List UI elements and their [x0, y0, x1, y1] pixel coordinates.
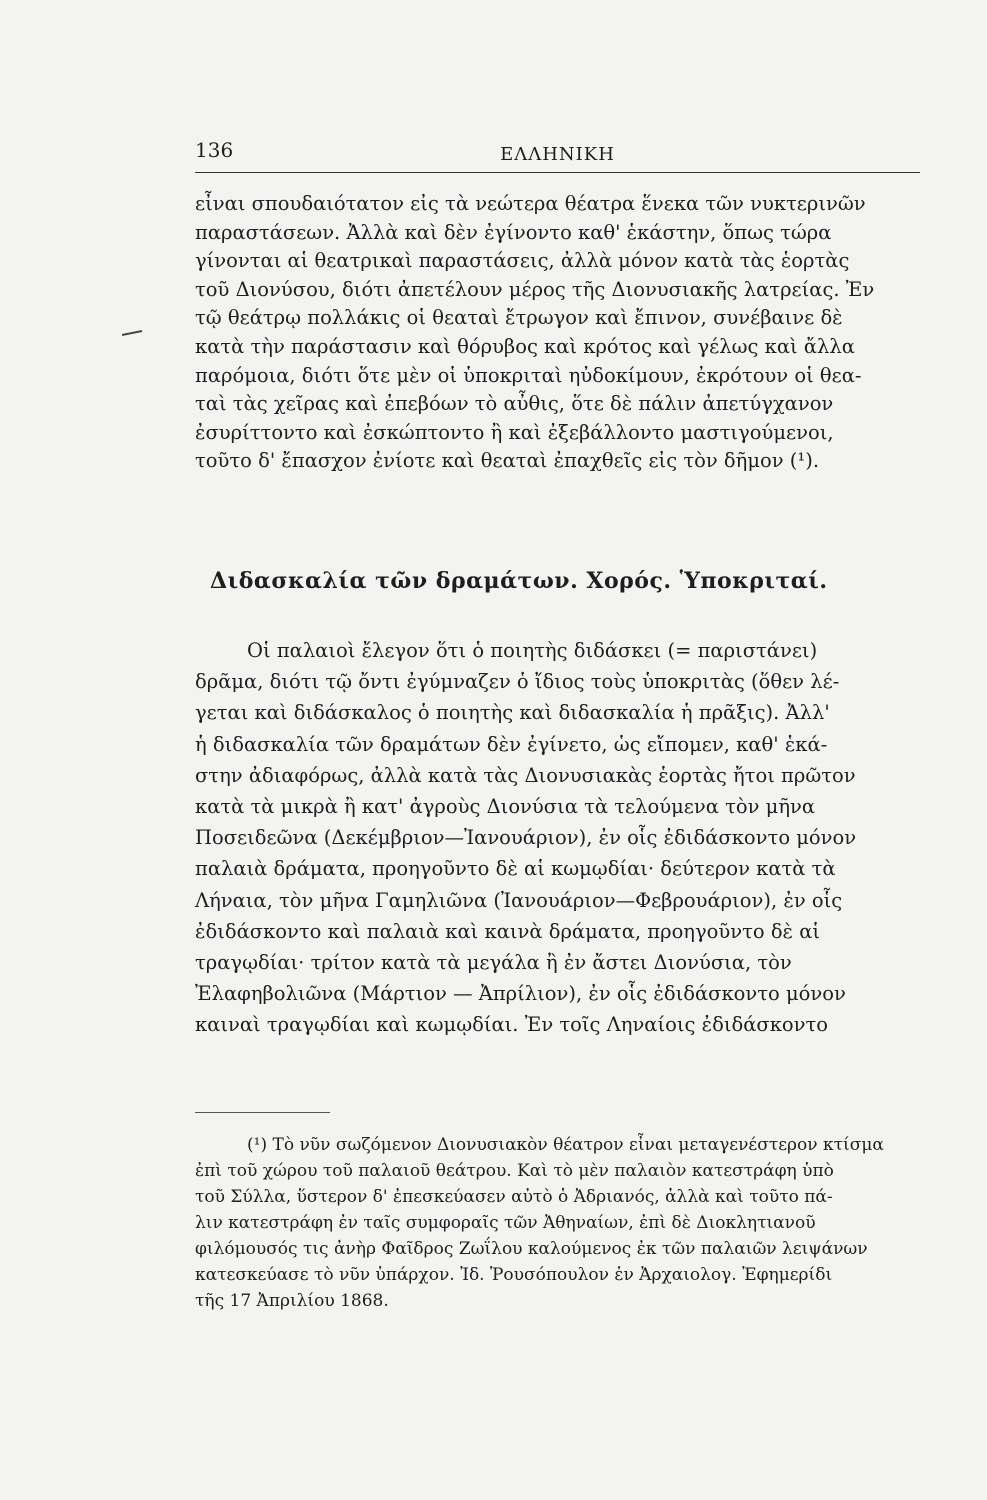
text-line: ἡ διδασκαλία τῶν δραμάτων δὲν ἐγίνετο, ὡς εἴπομεν, καθ' ἑκά-: [195, 732, 828, 756]
body-paragraph-2: [195, 635, 925, 1041]
text-line: κατὰ τὴν παράστασιν καὶ θόρυβος καὶ κρότος καὶ γέλως καὶ ἄλλα: [195, 334, 855, 358]
text-line: παραστάσεων. Ἀλλὰ καὶ δὲν ἐγίνοντο καθ' ἑκάστην, ὅπως τώρα: [195, 220, 832, 244]
page-number: 136: [195, 138, 234, 162]
text-line: παρόμοια, διότι ὅτε μὲν οἱ ὑποκριταὶ ηὐδοκίμουν, ἐκρότουν οἱ θεα-: [195, 363, 862, 387]
margin-dash-mark: [120, 328, 144, 338]
header-rule: [195, 172, 920, 173]
footnote-line: ἐπὶ τοῦ χώρου τοῦ παλαιοῦ θεάτρου. Καὶ τὸ μὲν παλαιὸν κατεστράφη ὑπὸ: [195, 1161, 834, 1181]
text-line: Ποσειδεῶνα (Δεκέμβριον—Ἰανουάριον), ἐν οἷς ἐδιδάσκοντο μόνον: [195, 826, 857, 850]
section-heading: Διδασκαλία τῶν δραμάτων. Χορός. Ὑποκριταί.: [210, 568, 828, 594]
footnote-line: (¹) Τὸ νῦν σωζόμενον Διονυσιακὸν θέατρον εἶναι μεταγενέστερον κτίσμα: [247, 1135, 884, 1155]
text-line: καιναὶ τραγῳδίαι καὶ κωμῳδίαι. Ἐν τοῖς Ληναίοις ἐδιδάσκοντο: [195, 1013, 828, 1037]
footnote-line: φιλόμουσός τις ἀνὴρ Φαῖδρος Ζωΐλου καλούμενος ἐκ τῶν παλαιῶν λειψάνων: [195, 1239, 868, 1259]
body-paragraph-1: [195, 190, 925, 476]
text-line: Λήναια, τὸν μῆνα Γαμηλιῶνα (Ἰανουάριον—Φεβρουάριον), ἐν οἷς: [195, 888, 843, 912]
page-header: [195, 138, 920, 178]
text-line: τραγῳδίαι· τρίτον κατὰ τὰ μεγάλα ἢ ἐν ἄστει Διονύσια, τὸν: [195, 951, 792, 975]
text-line: ταὶ τὰς χεῖρας καὶ ἐπεβόων τὸ αὖθις, ὅτε δὲ πάλιν ἀπετύγχανον: [195, 392, 834, 416]
text-line: τοῦ Διονύσου, διότι ἀπετέλουν μέρος τῆς Διονυσιακῆς λατρείας. Ἐν: [195, 277, 875, 301]
text-line: Ἐλαφηβολιῶνα (Μάρτιον — Ἀπρίλιον), ἐν οἷς ἐδιδάσκοντο μόνον: [195, 982, 846, 1006]
footnote-line: τοῦ Σύλλα, ὕστερον δ' ἐπεσκεύασεν αὐτὸ ὁ Ἀδριανός, ἀλλὰ καὶ τοῦτο πά-: [195, 1187, 833, 1207]
footnote-line: λιν κατεστράφη ἐν ταῖς συμφοραῖς τῶν Ἀθηναίων, ἐπὶ δὲ Διοκλητιανοῦ: [195, 1213, 816, 1233]
footnote: [195, 1132, 925, 1314]
text-line: δρᾶμα, διότι τῷ ὄντι ἐγύμναζεν ὁ ἴδιος τοὺς ὑποκριτὰς (ὅθεν λέ-: [195, 670, 840, 694]
text-line: τῷ θεάτρῳ πολλάκις οἱ θεαταὶ ἔτρωγον καὶ ἔπινον, συνέβαινε δὲ: [195, 306, 843, 330]
text-line: ἐδιδάσκοντο καὶ παλαιὰ καὶ καινὰ δράματα, προηγοῦντο δὲ αἱ: [195, 919, 821, 943]
text-line: παλαιὰ δράματα, προηγοῦντο δὲ αἱ κωμῳδίαι· δεύτερον κατὰ τὰ: [195, 857, 836, 881]
footnote-rule: [195, 1112, 330, 1113]
footnote-line: τῆς 17 Ἀπριλίου 1868.: [195, 1291, 389, 1311]
text-line: ἐσυρίττοντο καὶ ἐσκώπτοντο ἢ καὶ ἐξεβάλλοντο μαστιγούμενοι,: [195, 420, 834, 444]
text-line: εἶναι σπουδαιότατον εἰς τὰ νεώτερα θέατρα ἕνεκα τῶν νυκτερινῶν: [195, 192, 866, 215]
text-line: στην ἀδιαφόρως, ἀλλὰ κατὰ τὰς Διονυσιακὰς ἑορτὰς ἤτοι πρῶτον: [195, 763, 856, 787]
text-line: κατὰ τὰ μικρὰ ἢ κατ' ἀγροὺς Διονύσια τὰ τελούμενα τὸν μῆνα: [195, 795, 816, 819]
running-head: ΕΛΛΗΝΙΚΗ: [500, 144, 615, 165]
text-line: γίνονται αἱ θεατρικαὶ παραστάσεις, ἀλλὰ μόνον κατὰ τὰς ἑορτὰς: [195, 249, 850, 273]
text-line: τοῦτο δ' ἔπασχον ἐνίοτε καὶ θεαταὶ ἐπαχθεῖς εἰς τὸν δῆμον (¹).: [195, 449, 820, 473]
text-line: γεται καὶ διδάσκαλος ὁ ποιητὴς καὶ διδασκαλία ἡ πρᾶξις). Ἀλλ': [195, 701, 830, 725]
footnote-line: κατεσκεύασε τὸ νῦν ὑπάρχον. Ἰδ. Ῥουσόπουλον ἐν Ἀρχαιολογ. Ἐφημερίδι: [195, 1265, 833, 1285]
text-line: Οἱ παλαιοὶ ἔλεγον ὅτι ὁ ποιητὴς διδάσκει (= παριστάνει): [247, 639, 818, 662]
